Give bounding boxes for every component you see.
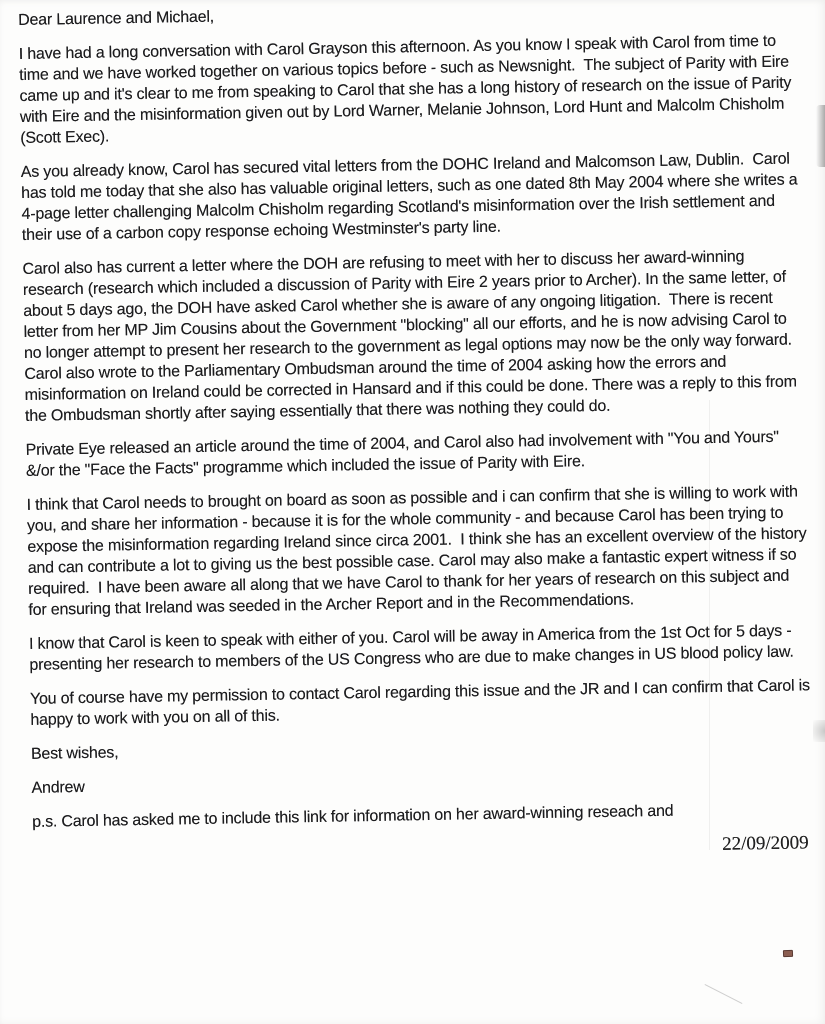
paragraph-vital-letters: As you already know, Carol has secured vital letters from the DOHC Ireland and Malcomson Law, Dublin. Carol has told me today that she also has valuable original letters, such as one dated 8th May 2004 where she writes a 4-page letter challenging Malcolm Chisholm regarding Scotland's misinformation over the Irish settlement and their use of a carbon copy response echoing Westminster's party line. <box>20 150 802 244</box>
scan-edge-smudge-mid <box>813 720 825 742</box>
scan-line-artifact <box>709 400 710 850</box>
scan-scratch <box>705 984 743 1004</box>
paragraph-doh-letter: Carol also has current a letter where the DOH are refusing to meet with her to discuss her award-winning research (research which included a discussion of Parity with Eire 2 years prior to Archer). In the same letter, of about 5 days ago, the DOH have asked Carol whether she is aware of any ongoing litigation. There is recent letter from her MP Jim Cousins about the Government "blocking" all our efforts, and he is now advising Carol to no longer attempt to present her research to the government as legal options may now be the only way forward. Carol also wrote to the Parliamentary Ombudsman around the time of 2004 asking how the errors and misinformation on Ireland could be corrected in Hansard and if this could be done. There was a reply to this from the Ombudsman shortly after saying essentially that there was nothing they could do. <box>22 248 802 425</box>
scan-edge-smudge-top <box>816 105 825 167</box>
date-stamp: 22/09/2009 <box>721 832 809 855</box>
closing: Best wishes, <box>30 744 119 763</box>
paragraph-private-eye: Private Eye released an article around the time of 2004, and Carol also had involvement with "You and Yours" &/or the "Face the Facts" programme which included the issue of Parity with Eire. <box>25 428 784 480</box>
signature: Andrew <box>31 778 85 797</box>
paragraph-conversation: I have had a long conversation with Carol Grayson this afternoon. As you know I speak with Carol from time to time and we have worked together on various topics before - such as Newsnight. The subject of Parity with Eire came up and it's clear to me from speaking to Carol that she has a long history of research on the issue of Parity with Eire and the misinformation given out by Lord Warner, Melanie Johnson, Lord Hunt and Malcolm Chisholm (Scott Exec). <box>18 32 796 147</box>
paragraph-permission: You of course have my permission to contact Carol regarding this issue and the JR and I can confirm that Carol is happy to work with you on all of this. <box>29 677 815 729</box>
paragraph-on-board: I think that Carol needs to brought on board as soon as possible and i can confirm that she is willing to work with you, and share her information - because it is for the whole community - and because Carol has been trying to expose the misinformation regarding Ireland since circa 2001. I think she has an excellent overview of the history and can contribute a lot to giving us the best possible case. Carol may also make a fantastic expert witness if so required. I have been aware all along that we have Carol to thank for her years of research on this subject and for ensuring that Ireland was seeded in the Archer Report and in the Recommendations. <box>26 483 811 619</box>
letter-content <box>18 0 815 867</box>
salutation: Dear Laurence and Michael, <box>18 8 215 29</box>
ink-speck <box>783 950 793 957</box>
paragraph-america-trip: I know that Carol is keen to speak with either of you. Carol will be away in America from the 1st Oct for 5 days - presenting her research to members of the US Congress who are due to make changes in US blood policy law. <box>28 622 796 674</box>
postscript: p.s. Carol has asked me to include this link for information on her award-winning reseach and <box>32 802 674 831</box>
